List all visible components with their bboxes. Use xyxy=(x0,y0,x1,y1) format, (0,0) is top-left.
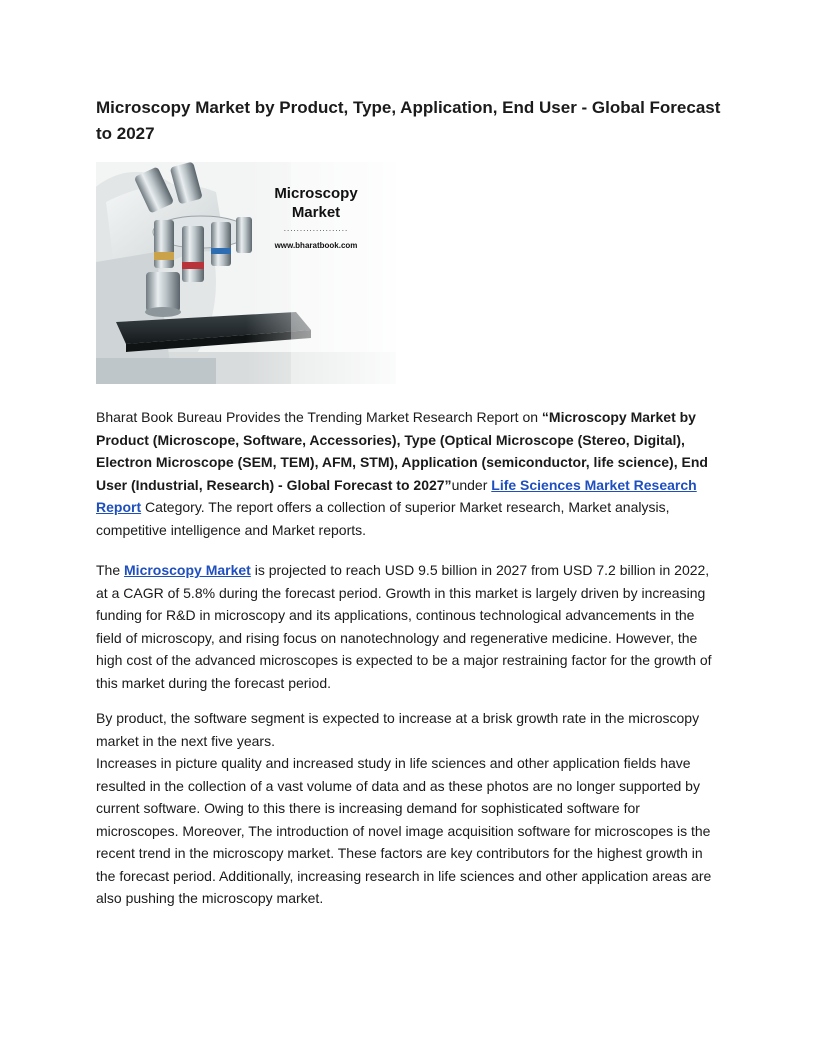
software-line1: By product, the software segment is expected to increase at a brisk growth rate in the microscopy market in the next five years. xyxy=(96,710,700,749)
intro-under: under xyxy=(451,476,492,493)
microscopy-market-link[interactable]: Microscopy Market xyxy=(124,562,251,578)
market-tail: is projected to reach USD 9.5 billion in 2027 from USD 7.2 billion in 2022, at a CAGR of 5.8% during the forecast period. Growth in this market is largely driven by increasing funding for R&D in microscopy and its applications, continous technological advancements in the field of microscopy, and rising focus on nanotechnology and regenerative medicine. However, the high cost of the advanced microscopes is expected to be a major restraining factor for the growth of this market during the forecast period. xyxy=(96,562,712,691)
report-title-bold: “Microscopy Market by Product (Microscope, Software, Accessories), Type (Optical Microscope (Stereo, Digital), Electron Microscope (SEM, TEM), AFM, STM), Application (semiconductor, life science), End User (Industrial, Research) - Global Forecast to 2027” xyxy=(96,409,708,493)
intro-tail: Category. The report offers a collection of superior Market research, Market analysis, competitive intelligence and Market reports. xyxy=(96,499,670,538)
page-title: Microscopy Market by Product, Type, Application, End User - Global Forecast to 2027 xyxy=(96,98,721,143)
microscope-banner-image xyxy=(96,162,396,384)
document-page xyxy=(96,95,722,910)
banner-title-line2: Market xyxy=(291,204,341,221)
market-size-paragraph xyxy=(96,559,722,694)
market-lead: The xyxy=(96,562,125,578)
banner-title-line1: Microscopy xyxy=(274,185,358,202)
software-line2: Increases in picture quality and increased study in life sciences and other application fields have resulted in the collection of a vast volume of data and as these photos are no longer supported by current software. Owing to this there is increasing demand for sophisticated software for microscopes. Moreover, The introduction of novel image acquisition software for microscopes is the recent trend in the microscopy market. These factors are key contributors for the highest growth in the forecast period. Additionally, increasing research in life sciences and other application areas are also pushing the microscopy market. xyxy=(96,755,712,906)
banner-website: www.bharatbook.com xyxy=(274,241,358,250)
intro-paragraph xyxy=(96,406,722,541)
life-sciences-category-link[interactable]: Life Sciences Market Research Report xyxy=(96,476,697,515)
banner-title xyxy=(246,184,386,222)
software-segment-paragraph xyxy=(96,707,722,910)
banner-divider-dots: .................... xyxy=(283,224,349,233)
intro-lead: Bharat Book Bureau Provides the Trending Market Research Report on xyxy=(96,409,542,425)
